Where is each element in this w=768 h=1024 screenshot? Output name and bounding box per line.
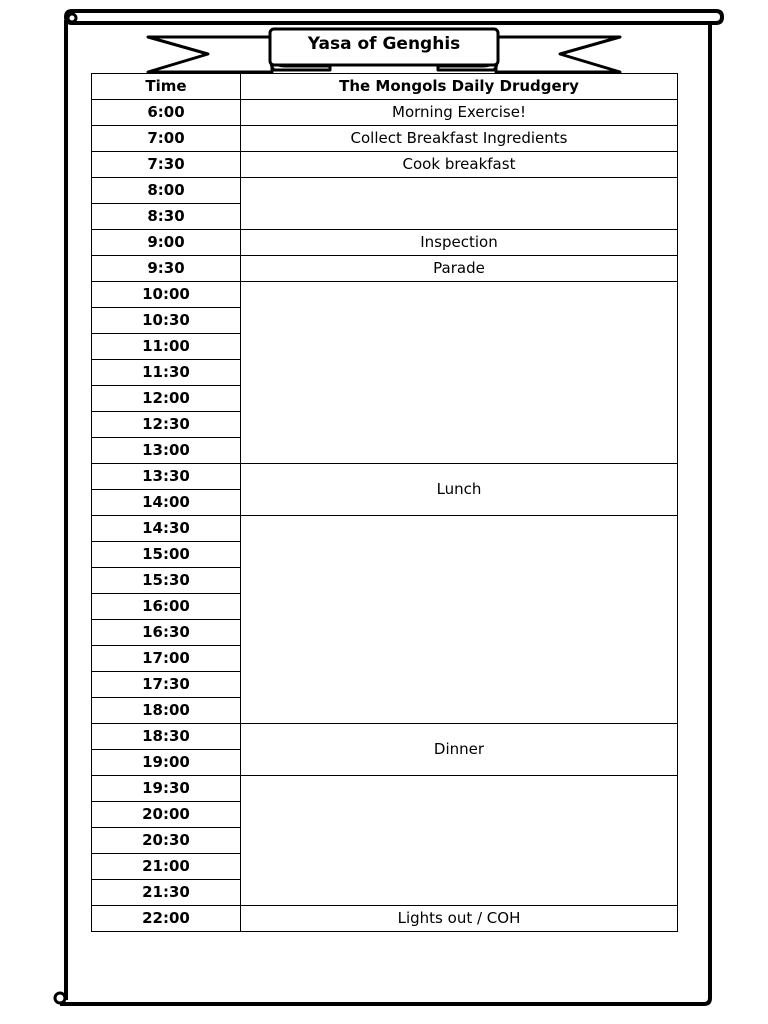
time-cell: 20:00 <box>92 802 241 828</box>
scroll-bottom-curl <box>55 993 65 1003</box>
banner-title: Yasa of Genghis <box>307 34 461 54</box>
table-row <box>92 126 678 152</box>
table-row <box>92 230 678 256</box>
table-row <box>92 464 678 490</box>
time-cell: 15:30 <box>92 568 241 594</box>
time-cell: 19:30 <box>92 776 241 802</box>
time-column-header: Time <box>92 74 241 100</box>
time-cell: 22:00 <box>92 906 241 932</box>
scroll-top-roll <box>66 11 722 23</box>
activity-cell: Lunch <box>241 464 678 516</box>
table-row <box>92 152 678 178</box>
time-cell: 11:30 <box>92 360 241 386</box>
table-header-row <box>92 74 678 100</box>
activity-cell: Parade <box>241 256 678 282</box>
time-cell: 8:30 <box>92 204 241 230</box>
time-cell: 11:00 <box>92 334 241 360</box>
time-cell: 7:00 <box>92 126 241 152</box>
activity-cell: Lights out / COH <box>241 906 678 932</box>
activity-cell: Collect Breakfast Ingredients <box>241 126 678 152</box>
time-cell: 12:00 <box>92 386 241 412</box>
time-cell: 21:00 <box>92 854 241 880</box>
time-cell: 13:00 <box>92 438 241 464</box>
time-cell: 17:00 <box>92 646 241 672</box>
table-row <box>92 282 678 308</box>
schedule-table <box>91 73 678 932</box>
activity-cell-empty <box>241 282 678 464</box>
scroll-top-curl <box>68 14 76 22</box>
table-row <box>92 516 678 542</box>
time-cell: 9:00 <box>92 230 241 256</box>
table-row <box>92 100 678 126</box>
time-cell: 7:30 <box>92 152 241 178</box>
time-cell: 16:30 <box>92 620 241 646</box>
activity-cell-empty <box>241 776 678 906</box>
time-cell: 18:00 <box>92 698 241 724</box>
table-row <box>92 256 678 282</box>
activity-cell-empty <box>241 178 678 230</box>
time-cell: 16:00 <box>92 594 241 620</box>
time-cell: 20:30 <box>92 828 241 854</box>
table-row <box>92 178 678 204</box>
time-cell: 18:30 <box>92 724 241 750</box>
time-cell: 14:00 <box>92 490 241 516</box>
table-row <box>92 724 678 750</box>
time-cell: 10:30 <box>92 308 241 334</box>
activity-cell: Morning Exercise! <box>241 100 678 126</box>
time-cell: 6:00 <box>92 100 241 126</box>
activity-cell: Inspection <box>241 230 678 256</box>
time-cell: 12:30 <box>92 412 241 438</box>
activity-cell-empty <box>241 516 678 724</box>
time-cell: 17:30 <box>92 672 241 698</box>
activity-cell: Cook breakfast <box>241 152 678 178</box>
time-cell: 19:00 <box>92 750 241 776</box>
table-row <box>92 906 678 932</box>
time-cell: 15:00 <box>92 542 241 568</box>
table-row <box>92 776 678 802</box>
time-cell: 8:00 <box>92 178 241 204</box>
time-cell: 21:30 <box>92 880 241 906</box>
time-cell: 9:30 <box>92 256 241 282</box>
activity-cell: Dinner <box>241 724 678 776</box>
time-cell: 14:30 <box>92 516 241 542</box>
time-cell: 13:30 <box>92 464 241 490</box>
activity-column-header: The Mongols Daily Drudgery <box>241 74 678 100</box>
time-cell: 10:00 <box>92 282 241 308</box>
